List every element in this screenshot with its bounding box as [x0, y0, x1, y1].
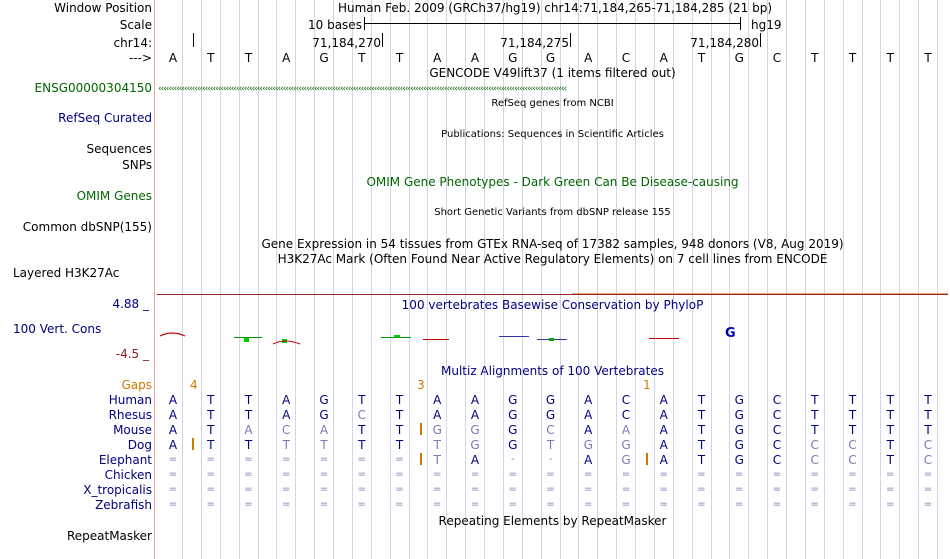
omim-genes-label[interactable]: OMIM Genes: [76, 189, 152, 203]
gap-count-1: 4: [190, 378, 198, 392]
ref-base: T: [207, 51, 215, 65]
aligned-base: T: [811, 408, 819, 422]
aligned-base: T: [282, 438, 290, 452]
aligned-base: A: [168, 438, 178, 452]
aligned-base: G: [319, 393, 329, 407]
aligned-base: =: [168, 454, 178, 465]
aligned-base: A: [659, 393, 668, 407]
aligned-base: T: [395, 393, 404, 407]
aligned-base: T: [697, 438, 706, 452]
aligned-base: =: [470, 469, 480, 480]
publications-track-title[interactable]: Publications: Sequences in Scientific Articles: [441, 129, 664, 140]
aligned-base: T: [811, 393, 819, 407]
aligned-base: =: [319, 499, 329, 510]
aligned-base: G: [734, 408, 744, 422]
assembly-name: hg19: [751, 18, 782, 32]
aligned-base: T: [886, 423, 894, 437]
aligned-base: =: [735, 469, 744, 480]
aligned-base: =: [508, 484, 517, 495]
aligned-base: G: [545, 393, 556, 407]
aligned-base: T: [924, 408, 932, 422]
aligned-base: =: [886, 499, 895, 510]
aligned-base: =: [244, 469, 253, 480]
ruler-title: Human Feb. 2009 (GRCh37/hg19) chr14:71,184,265-71,184,285 (21 bp): [337, 1, 772, 15]
aligned-base: =: [206, 469, 215, 480]
window-position-label: Window Position: [54, 1, 152, 15]
aligned-base: C: [810, 438, 819, 452]
species-label-x-tropicalis[interactable]: X_tropicalis: [83, 483, 152, 497]
repeatmasker-track-title[interactable]: Repeating Elements by RepeatMasker: [438, 514, 667, 528]
cons-min-label: -4.5 _: [115, 347, 149, 361]
aligned-base: =: [772, 484, 782, 495]
aligned-base: T: [433, 438, 441, 452]
vert-cons-label[interactable]: 100 Vert. Cons: [13, 322, 102, 336]
aligned-base: =: [659, 469, 668, 480]
ref-base: G: [319, 51, 329, 65]
aligned-base: C: [772, 438, 782, 452]
gap-count-2: 3: [417, 378, 425, 392]
aligned-base: G: [734, 453, 744, 467]
aligned-base: T: [886, 408, 894, 422]
aligned-base: G: [508, 393, 518, 407]
aligned-base: =: [621, 484, 631, 495]
aligned-base: C: [923, 453, 933, 467]
aligned-base: =: [395, 454, 404, 465]
ref-base: T: [697, 51, 706, 65]
aligned-base: =: [244, 454, 253, 465]
aligned-base: A: [433, 393, 442, 407]
aligned-base: G: [583, 438, 593, 452]
sequences-label[interactable]: Sequences: [86, 142, 152, 156]
aligned-base: G: [734, 393, 744, 407]
aligned-base: T: [207, 438, 215, 452]
repeatmasker-label[interactable]: RepeatMasker: [66, 529, 152, 543]
aligned-base: C: [848, 438, 857, 452]
aligned-base: A: [168, 408, 178, 422]
chromosome-label: chr14:: [113, 36, 152, 50]
aligned-base: =: [357, 454, 366, 465]
aligned-base: T: [886, 438, 894, 452]
aligned-base: A: [659, 453, 668, 467]
aligned-base: G: [621, 438, 631, 452]
ref-base: T: [395, 51, 404, 65]
ref-base: A: [282, 51, 291, 65]
aligned-base: =: [206, 499, 215, 510]
strand-arrow-label: --->: [128, 51, 152, 65]
aligned-base: =: [508, 499, 517, 510]
aligned-base: A: [319, 423, 329, 437]
aligned-base: T: [924, 423, 932, 437]
aligned-base: T: [848, 408, 857, 422]
aligned-base: =: [357, 469, 366, 480]
gtex-track-title[interactable]: Gene Expression in 54 tissues from GTEx RNA-seq of 17382 samples, 948 donors (V8, Aug 2019): [261, 237, 844, 251]
gene-strand-arrows: ‹‹‹‹‹‹‹‹‹‹‹‹‹‹‹‹‹‹‹‹‹‹‹‹‹‹‹‹‹‹‹‹‹‹‹‹‹‹‹‹‹‹‹‹‹‹‹‹‹‹‹‹‹‹‹‹‹‹‹‹‹‹‹‹‹‹‹‹‹‹‹‹‹‹‹‹‹‹‹‹‹‹‹‹‹‹‹‹‹‹‹‹‹‹‹‹‹‹‹‹‹‹‹‹‹‹‹‹‹‹‹‹‹‹‹‹‹‹‹‹‹‹‹‹‹‹‹‹‹‹‹‹‹‹‹‹‹‹‹‹‹‹‹‹‹‹‹‹‹‹‹‹‹‹‹‹‹: [158, 84, 567, 94]
ref-base: A: [659, 51, 668, 65]
aligned-base: -: [548, 454, 553, 465]
ref-base: T: [886, 51, 894, 65]
species-label-human[interactable]: Human: [108, 393, 152, 407]
aligned-base: =: [659, 484, 668, 495]
phylop-conservation-plot: [155, 326, 950, 348]
aligned-base: T: [848, 393, 857, 407]
ruler-pos-3: 71,184,280: [690, 36, 759, 50]
aligned-base: T: [886, 453, 894, 467]
aligned-base: T: [207, 393, 215, 407]
aligned-base: A: [584, 453, 593, 467]
ref-base: T: [358, 51, 366, 65]
aligned-base: A: [470, 408, 480, 422]
multiz-track-title[interactable]: Multiz Alignments of 100 Vertebrates: [440, 364, 665, 378]
aligned-base: =: [319, 484, 329, 495]
aligned-base: =: [697, 499, 706, 510]
aligned-base: G: [734, 423, 744, 437]
ref-base: C: [772, 51, 782, 65]
dbsnp-track-title[interactable]: Short Genetic Variants from dbSNP release 155: [434, 207, 671, 218]
aligned-base: =: [923, 484, 933, 495]
aligned-base: T: [848, 423, 857, 437]
aligned-base: T: [207, 408, 215, 422]
aligned-base: =: [735, 499, 744, 510]
aligned-base: -: [510, 454, 515, 465]
aligned-base: =: [395, 484, 404, 495]
aligned-base: =: [848, 484, 857, 495]
aligned-base: =: [923, 469, 933, 480]
aligned-base: A: [168, 423, 178, 437]
ruler-pos-2: 71,184,275: [500, 36, 569, 50]
aligned-base: =: [886, 484, 895, 495]
refseq-track-title[interactable]: RefSeq genes from NCBI: [491, 98, 614, 109]
aligned-base: =: [433, 484, 442, 495]
scale-label: Scale: [119, 18, 152, 32]
omim-track-title[interactable]: OMIM Gene Phenotypes - Dark Green Can Be Disease-causing: [366, 175, 739, 189]
ref-base: A: [168, 51, 178, 65]
aligned-base: =: [508, 469, 517, 480]
aligned-base: =: [282, 454, 291, 465]
aligned-base: =: [810, 499, 819, 510]
ref-base: A: [433, 51, 442, 65]
aligned-base: T: [395, 438, 404, 452]
aligned-base: =: [621, 499, 631, 510]
aligned-base: C: [282, 423, 291, 437]
track-labels-panel: [0, 0, 154, 559]
aligned-base: =: [772, 469, 782, 480]
aligned-base: T: [886, 393, 894, 407]
aligned-base: =: [357, 499, 366, 510]
ref-base: T: [924, 51, 932, 65]
aligned-base: T: [697, 393, 706, 407]
aligned-base: A: [659, 423, 668, 437]
scale-text: 10 bases: [308, 18, 362, 32]
gencode-track-title[interactable]: GENCODE V49lift37 (1 items filtered out): [429, 66, 676, 80]
aligned-base: T: [244, 438, 253, 452]
aligned-base: =: [319, 469, 329, 480]
aligned-base: =: [546, 469, 555, 480]
aligned-base: =: [433, 469, 442, 480]
aligned-base: =: [395, 469, 404, 480]
aligned-base: T: [244, 408, 253, 422]
aligned-base: =: [546, 499, 555, 510]
species-label-mouse[interactable]: Mouse: [113, 423, 152, 437]
aligned-base: G: [508, 438, 518, 452]
dbsnp-label[interactable]: Common dbSNP(155): [22, 220, 152, 234]
ref-base: G: [734, 51, 744, 65]
aligned-base: G: [470, 438, 480, 452]
aligned-base: =: [735, 484, 744, 495]
aligned-base: =: [168, 484, 178, 495]
aligned-base: =: [244, 484, 253, 495]
aligned-base: A: [433, 408, 442, 422]
aligned-base: A: [244, 423, 253, 437]
aligned-base: C: [772, 423, 782, 437]
aligned-base: =: [319, 454, 329, 465]
aligned-base: T: [811, 423, 819, 437]
aligned-base: =: [244, 499, 253, 510]
aligned-base: C: [848, 453, 857, 467]
h3k27ac-track-title[interactable]: H3K27Ac Mark (Often Found Near Active Regulatory Elements) on 7 cell lines from ENCODE: [277, 252, 828, 266]
aligned-base: =: [395, 499, 404, 510]
aligned-base: A: [168, 393, 178, 407]
aligned-base: C: [357, 408, 366, 422]
gaps-label: Gaps: [121, 378, 152, 392]
aligned-base: =: [659, 499, 668, 510]
ref-base: T: [244, 51, 253, 65]
aligned-base: A: [470, 453, 480, 467]
aligned-base: =: [282, 484, 291, 495]
aligned-base: =: [810, 484, 819, 495]
aligned-base: =: [470, 484, 480, 495]
aligned-base: A: [659, 408, 668, 422]
ref-base: G: [545, 51, 556, 65]
aligned-base: T: [207, 423, 215, 437]
aligned-base: =: [848, 499, 857, 510]
aligned-base: =: [772, 499, 782, 510]
aligned-base: T: [244, 393, 253, 407]
aligned-base: =: [282, 469, 291, 480]
aligned-base: C: [546, 423, 555, 437]
phylop-track-title[interactable]: 100 vertebrates Basewise Conservation by PhyloP: [401, 298, 704, 312]
aligned-base: T: [358, 393, 366, 407]
aligned-base: G: [508, 423, 518, 437]
aligned-base: A: [470, 393, 480, 407]
ref-base: A: [470, 51, 480, 65]
gap-count-3: 1: [643, 378, 651, 392]
aligned-base: =: [282, 499, 291, 510]
h3k27ac-label[interactable]: Layered H3K27Ac: [13, 266, 120, 280]
aligned-base: T: [395, 423, 404, 437]
aligned-base: C: [810, 453, 819, 467]
aligned-base: T: [546, 438, 555, 452]
aligned-base: =: [848, 469, 857, 480]
aligned-base: =: [206, 484, 215, 495]
aligned-base: =: [886, 469, 895, 480]
aligned-base: =: [546, 484, 555, 495]
aligned-base: =: [168, 469, 178, 480]
aligned-base: =: [206, 454, 215, 465]
aligned-base: =: [470, 499, 480, 510]
aligned-base: =: [168, 499, 178, 510]
gene-id-label[interactable]: ENSG00000304150: [34, 81, 152, 95]
aligned-base: C: [621, 408, 631, 422]
aligned-base: =: [697, 469, 706, 480]
aligned-base: G: [508, 408, 518, 422]
aligned-base: A: [584, 423, 593, 437]
aligned-base: T: [697, 408, 706, 422]
aligned-base: G: [621, 453, 631, 467]
aligned-base: T: [320, 438, 328, 452]
refseq-curated-label[interactable]: RefSeq Curated: [58, 111, 152, 125]
ref-base: T: [811, 51, 819, 65]
ref-base: G: [508, 51, 518, 65]
aligned-base: C: [621, 393, 631, 407]
species-label-chicken[interactable]: Chicken: [104, 468, 152, 482]
aligned-base: T: [433, 453, 441, 467]
ref-base: T: [848, 51, 857, 65]
snps-label[interactable]: SNPs: [122, 158, 152, 172]
aligned-base: C: [772, 393, 782, 407]
aligned-base: G: [319, 408, 329, 422]
aligned-base: =: [810, 469, 819, 480]
aligned-base: T: [358, 438, 366, 452]
aligned-base: =: [584, 484, 593, 495]
aligned-base: G: [470, 423, 480, 437]
aligned-base: T: [358, 423, 366, 437]
aligned-base: C: [772, 453, 782, 467]
aligned-base: T: [924, 393, 932, 407]
aligned-base: G: [545, 408, 556, 422]
aligned-base: T: [697, 423, 706, 437]
aligned-base: =: [584, 499, 593, 510]
aligned-base: G: [734, 438, 744, 452]
aligned-base: T: [697, 453, 706, 467]
aligned-base: C: [923, 438, 933, 452]
aligned-base: =: [584, 469, 593, 480]
aligned-base: A: [584, 408, 593, 422]
aligned-base: =: [621, 469, 631, 480]
species-label-rhesus[interactable]: Rhesus: [108, 408, 152, 422]
aligned-base: C: [772, 408, 782, 422]
aligned-base: A: [659, 438, 668, 452]
aligned-base: T: [395, 408, 404, 422]
aligned-base: A: [282, 393, 291, 407]
aligned-base: G: [432, 423, 442, 437]
ref-base: A: [584, 51, 593, 65]
species-label-dog[interactable]: Dog: [127, 438, 152, 452]
aligned-base: =: [357, 484, 366, 495]
ref-base: C: [621, 51, 631, 65]
species-label-zebrafish[interactable]: Zebrafish: [95, 498, 152, 512]
svg-text:G: G: [725, 326, 736, 341]
aligned-base: A: [621, 423, 631, 437]
cons-max-label: 4.88 _: [112, 297, 149, 311]
species-label-elephant[interactable]: Elephant: [98, 453, 152, 467]
aligned-base: A: [282, 408, 291, 422]
aligned-base: =: [923, 499, 933, 510]
aligned-base: A: [584, 393, 593, 407]
ruler-pos-1: 71,184,270: [312, 36, 381, 50]
aligned-base: =: [697, 484, 706, 495]
aligned-base: =: [433, 499, 442, 510]
